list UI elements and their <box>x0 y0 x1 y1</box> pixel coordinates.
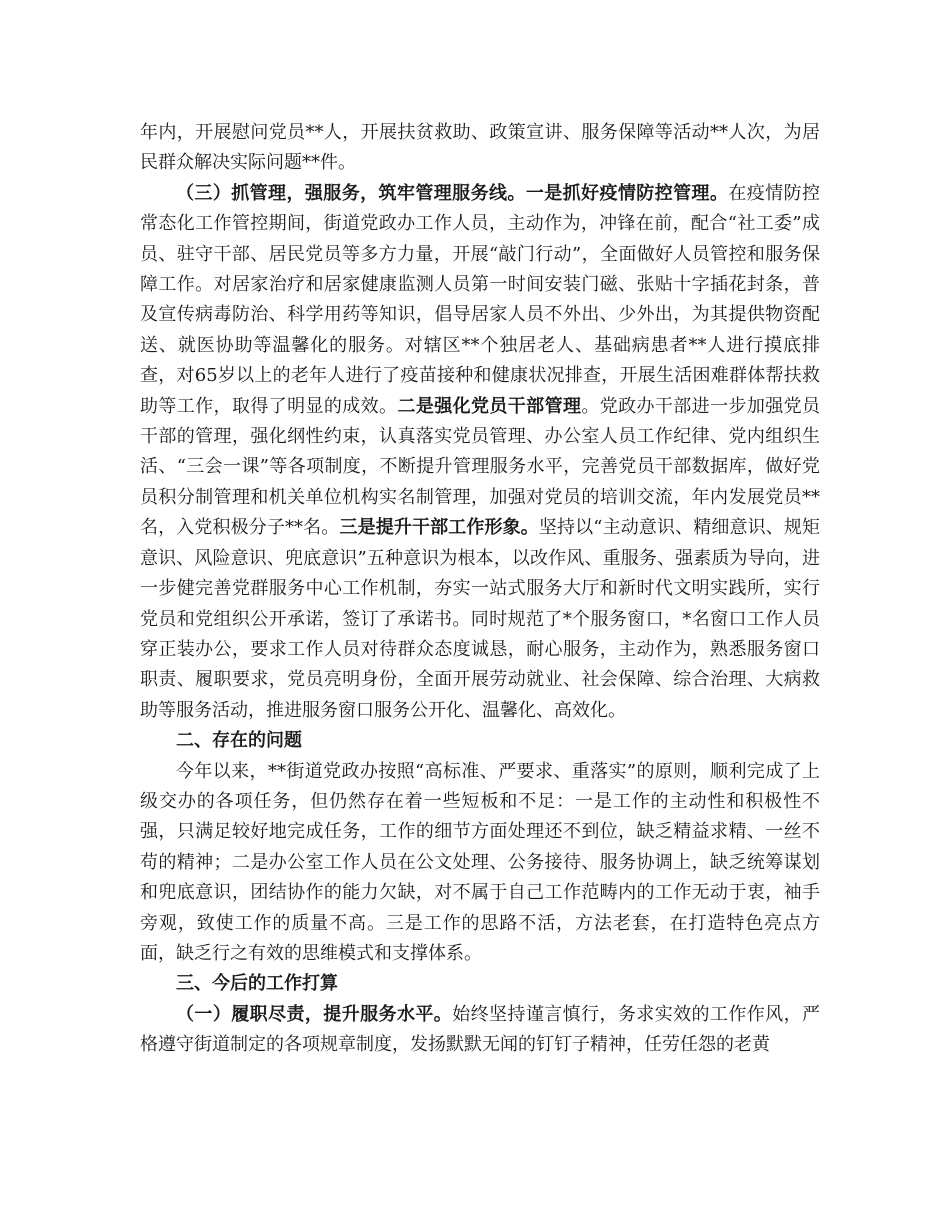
paragraph-text: 。党政办干部进一步加强党员干部的管理，强化纲性约束，认真落实党员管理、办公室人员工作纪律、党内组织生活、“三会一课”等各项制度，不断提升管理服务水平，完善党员干部数据库，做好党员积分制管理和机关单位机构实名制管理，加强对党员的培训交流，年内发展党员**名，入党积极分子**名。 <box>140 395 821 539</box>
paragraph-management-service <box>140 179 820 726</box>
subheading-cadre-management: 二是强化党员干部管理 <box>397 395 582 417</box>
paragraph-problems: 今年以来，**街道党政办按照“高标准、严要求、重落实”的原则，顺利完成了上级交办的各项任务，但仍然存在着一些短板和不足：一是工作的主动性和积极性不强，只满足较好地完成任务，工作的细节方面处理还不到位，缺乏精益求精、一丝不苟的精神；二是办公室工作人员在公文处理、公务接待、服务协调上，缺乏统筹谋划和兜底意识，团结协作的能力欠缺，对不属于自己工作范畴内的工作无动于衷，袖手旁观，致使工作的质量不高。三是工作的思路不活，方法老套，在打造特色亮点方面，缺乏行之有效的思维模式和支撑体系。 <box>140 760 820 964</box>
paragraph-plans <box>140 1000 820 1061</box>
document-page <box>140 118 820 1061</box>
subheading-cadre-image: 三是提升干部工作形象。 <box>339 517 539 539</box>
subheading-duty: （一）履职尽责，提升服务水平。 <box>176 1003 453 1025</box>
paragraph-text: 坚持以“主动意识、精细意识、规矩意识、风险意识、兜底意识”五种意识为根本，以改作风、重服务、强素质为导向，进一步健完善党群服务中心工作机制，夯实一站式服务大厅和新时代文明实践所，实行党员和党组织公开承诺，签订了承诺书。同时规范了*个服务窗口，*名窗口工作人员穿正装办公，要求工作人员对待群众态度诚恳，耐心服务，主动作为，熟悉服务窗口职责、履职要求，党员亮明身份，全面开展劳动就业、社会保障、综合治理、大病救助等服务活动，推进服务窗口服务公开化、温馨化、高效化。 <box>140 517 821 721</box>
paragraph-continuation: 年内，开展慰问党员**人，开展扶贫救助、政策宣讲、服务保障等活动**人次，为居民群众解决实际问题**件。 <box>140 122 820 174</box>
subheading-management-service: （三）抓管理，强服务，筑牢管理服务线。一是抓好疫情防控管理。 <box>176 182 729 204</box>
paragraph-text: 始终坚持谨言慎行，务求实效的工作作风，严格遵守街道制定的各项规章制度，发扬默默无闻的钉钉子精神，任劳任怨的老黄 <box>140 1003 821 1056</box>
paragraph-text: 在疫情防控常态化工作管控期间，街道党政办工作人员，主动作为，冲锋在前，配合“社工委”成员、驻守干部、居民党员等多方力量，开展“敲门行动”，全面做好人员管控和服务保障工作。对居家治疗和居家健康监测人员第一时间安装门磁、张贴十字插花封条，普及宣传病毒防治、科学用药等知识，倡导居家人员不外出、少外出，为其提供物资配送、就医协助等温馨化的服务。对辖区**个独居老人、基础病患者**人进行摸底排查，对65岁以上的老年人进行了疫苗接种和健康状况排查，开展生活困难群体帮扶救助等工作，取得了明显的成效。 <box>140 182 821 417</box>
section-title-plans: 三、今后的工作打算 <box>176 973 338 995</box>
section-title-problems: 二、存在的问题 <box>176 730 302 752</box>
